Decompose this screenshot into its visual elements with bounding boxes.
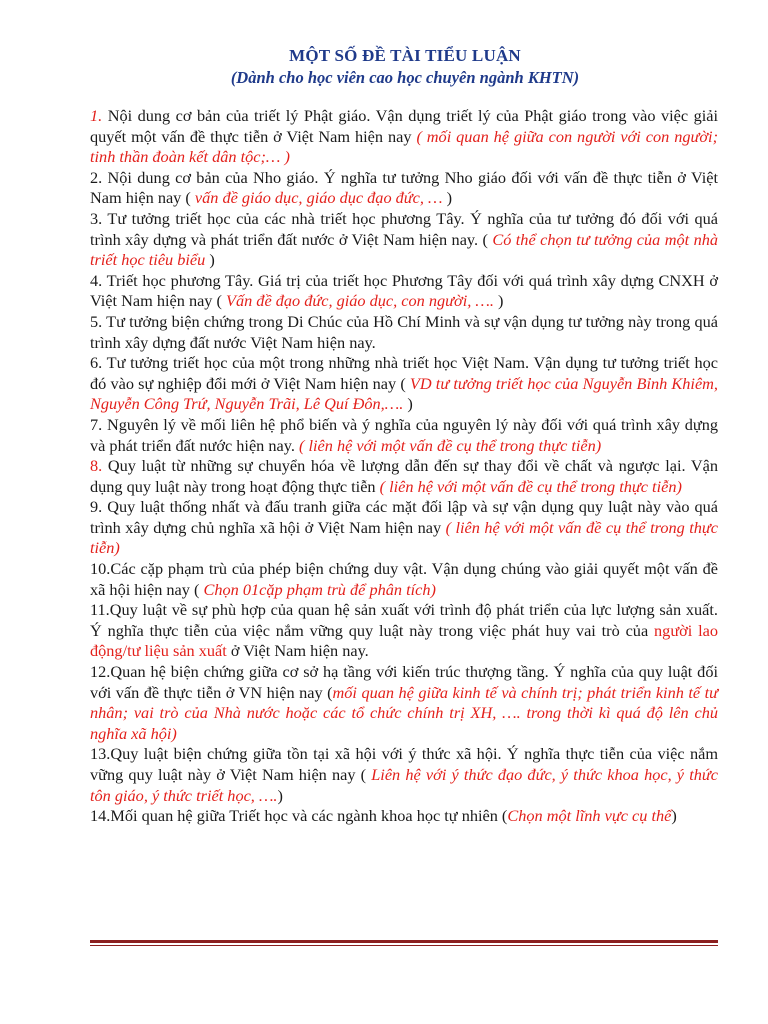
list-item [90,312,718,353]
list-item [90,209,718,271]
item-number: 6. [90,353,103,373]
item-note: Liên hệ với ý thức đạo đức, ý thức khoa học, ý thức tôn giáo, ý thức triết học, …. [90,765,718,805]
item-number: 2. [90,167,103,187]
item-text: Nội dung cơ bản của triết lý Phật giáo. Vận dụng triết lý của Phật giáo trong vào việc giải quyết một vấn đề thực tiễn ở Việt Nam hiện nay [90,106,718,146]
item-number: 13. [90,744,111,764]
item-number: 7. [90,414,103,434]
list-item [90,271,718,312]
item-tail: ) [446,188,453,208]
item-number: 3. [90,208,103,228]
item-note: ( mối quan hệ giữa con người với con người; tinh thần đoàn kết dân tộc;… ) [90,126,718,167]
item-note: Chọn một lĩnh vực cụ thể [507,806,672,826]
item-text: Nguyên lý về mối liên hệ phổ biến và ý nghĩa của nguyên lý này đối với quá trình xây dựng và phát triển đất nước hiện nay. [90,414,718,455]
item-number: 9. [90,497,103,517]
item-tail: ) [407,394,413,414]
item-number: 4. [90,270,103,290]
document-title: MỘT SỐ ĐỀ TÀI TIỂU LUẬN [289,46,521,65]
list-item [90,559,718,600]
item-note: Vấn đề đạo đức, giáo dục, con người, …. [226,291,499,311]
item-tail: ) [209,250,215,270]
item-text: Quan hệ biện chứng giữa cơ sở hạ tầng với kiến trúc thượng tầng. Ý nghĩa của quy luật đối với vấn đề thực tiễn ở VN hiện nay ( [90,662,718,702]
list-item [90,662,718,744]
item-note: Có thể chọn tư tưởng của một nhà triết học tiêu biểu [90,229,718,270]
list-item [90,744,718,806]
item-number: 10. [90,559,111,579]
item-number: 14. [90,806,111,826]
item-tail: ) [498,291,504,311]
item-text: Quy luật từ những sự chuyển hóa về lượng dẫn đến sự thay đổi về chất và ngược lại. Vận dụng quy luật này trong hoạt động thực tiễn [90,456,718,496]
item-number: 5. [90,311,103,331]
list-item [90,497,718,559]
item-text: Các cặp phạm trù của phép biện chứng duy vật. Vận dụng chúng vào giải quyết một vấn đề xã hội hiện nay ( [90,559,718,599]
item-text: Tư tưởng biện chứng trong Di Chúc của Hồ Chí Minh và sự vận dụng tư tưởng này trong quá trình xây dựng đất nước Việt Nam hiện nay. [90,311,718,352]
item-note: ( liên hệ với một vấn đề cụ thể trong thực tiễn) [379,476,682,496]
item-number: 1. [90,106,103,125]
item-note: ( liên hệ với một vấn đề cụ thể trong thực tiễn) [90,517,718,558]
item-number: 8. [90,456,103,476]
list-item [90,353,718,415]
topic-list [90,106,718,827]
item-note: vấn đề giáo dục, giáo dục đạo đức, … [194,188,447,208]
footer-rule-thick [90,940,718,943]
item-text: Quy luật về sự phù hợp của quan hệ sản xuất với trình độ phát triển của lực lượng sản xuất. Ý nghĩa thực tiễn của việc nắm vững quy luật này trong việc phát huy vai trò của [90,600,718,640]
list-item [90,456,718,497]
item-note: Chọn 01cặp phạm trù để phân tích) [203,579,436,599]
list-item [90,415,718,456]
item-text: Triết học phương Tây. Giá trị của triết học Phương Tây đối với quá trình xây dựng CNXH ở Việt Nam hiện nay ( [90,270,718,311]
item-tail: ở Việt Nam hiện nay. [226,641,369,661]
item-note: ( liên hệ với một vấn đề cụ thể trong thực tiễn) [298,435,602,455]
footer-rule-thin [90,945,718,946]
item-text: Mối quan hệ giữa Triết học và các ngành khoa học tự nhiên ( [110,806,508,826]
item-text: Tư tưởng triết học của các nhà triết học phương Tây. Ý nghĩa của tư tưởng đó đối với quá trình xây dựng và phát triển đất nước ở Việt Nam hiện nay. ( [90,208,718,249]
item-text: Tư tưởng triết học của một trong những nhà triết học Việt Nam. Vận dụng tư tưởng triết học đó vào sự nghiệp đổi mới ở Việt Nam hiện nay ( [90,353,718,393]
list-item [90,600,718,662]
item-note: người lao động/tư liệu sản xuất [90,620,719,661]
item-tail: ) [277,785,283,805]
item-number: 11. [90,600,110,620]
list-item [90,168,718,209]
item-number: 12. [90,662,111,682]
item-text: Quy luật biện chứng giữa tồn tại xã hội với ý thức xã hội. Ý nghĩa thực tiễn của việc nắm vững quy luật này ở Việt Nam hiện nay ( [90,744,718,784]
item-note: mối quan hệ giữa kinh tế và chính trị; phát triển kinh tế tư nhân; vai trò của Nhà nước hoặc các tổ chức chính trị XH, …. trong thời kì quá độ lên chủ nghĩa xã hội) [90,682,718,743]
list-item [90,806,718,827]
document-subtitle: (Dành cho học viên cao học chuyên ngành KHTN) [230,68,580,87]
item-tail: ) [671,806,677,826]
item-text: Nội dung cơ bản của Nho giáo. Ý nghĩa tư tưởng Nho giáo đối với vấn đề thực tiễn ở Việt Nam hiện nay ( [90,167,718,208]
item-note: VD tư tưởng triết học của Nguyễn Bỉnh Khiêm, Nguyễn Công Trứ, Nguyễn Trãi, Lê Quí Đôn,…. [90,373,718,414]
item-text: Quy luật thống nhất và đấu tranh giữa các mặt đối lập và sự vận dụng quy luật này vào quá trình xây dựng chủ nghĩa xã hội ở Việt Nam hiện nay [90,497,718,537]
list-item [90,106,718,168]
